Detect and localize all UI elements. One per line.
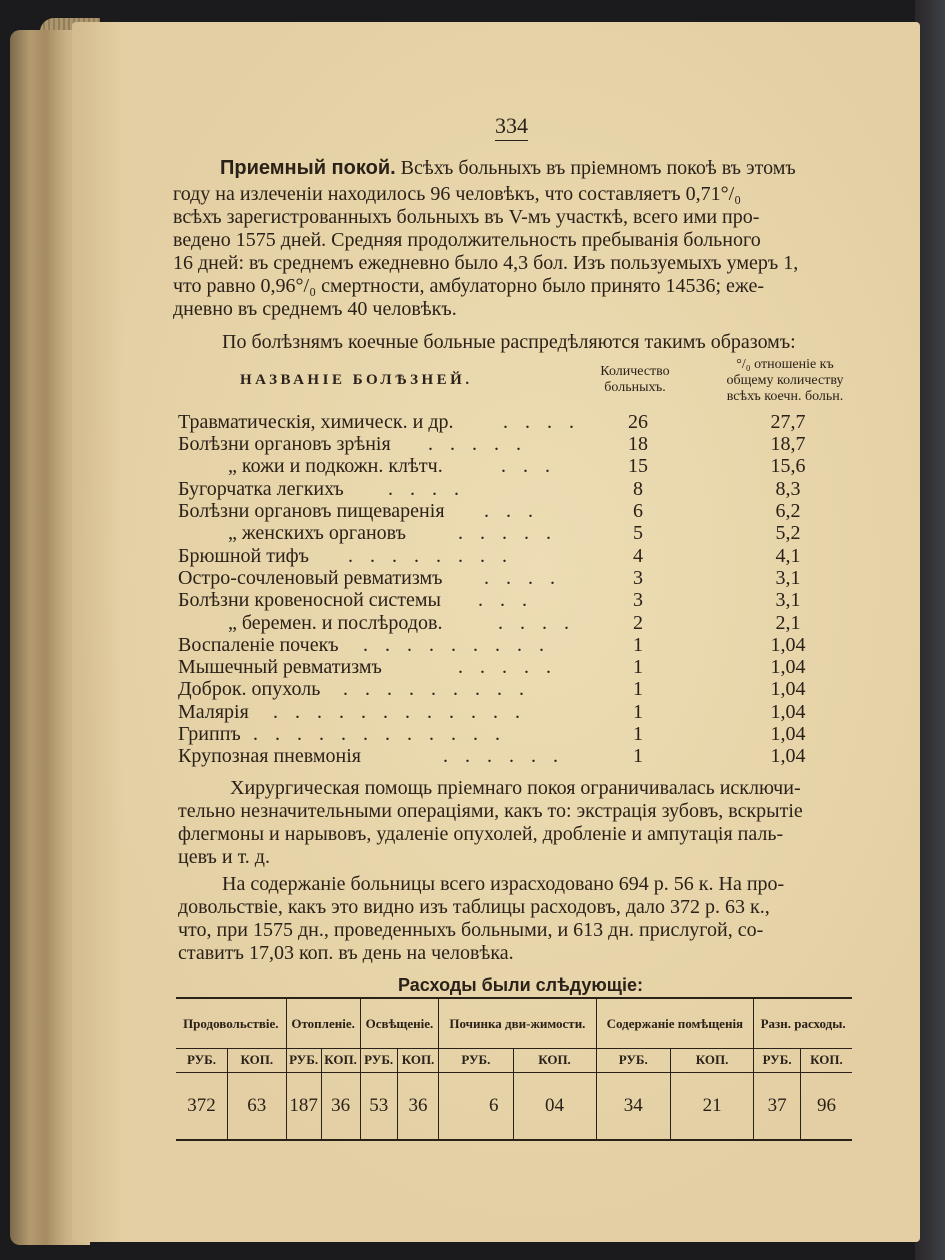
rub-label: РУБ. xyxy=(439,1048,513,1072)
column-header-count: Количество больныхъ. xyxy=(600,364,670,395)
paragraph-1-line-6: что равно 0,96°/₀ смертности, амбулаторно было принято 14536; еже- xyxy=(173,275,764,297)
kop-label: КОП. xyxy=(228,1048,287,1072)
column-header-percent: °/₀ отношеніе къ общему количеству всѣхъ коечн. больн. xyxy=(726,357,844,404)
table-row: Травматическія, химическ. и др. . . . . 26 27,7 xyxy=(178,411,806,433)
expense-rub-value: 187 xyxy=(286,1072,321,1140)
table-row: „ кожи и подкожн. клѣтч. . . . 15 15,6 xyxy=(228,455,806,477)
paragraph-1-line-1: Приемный покой. Всѣхъ больныхъ въ пріемномъ покоѣ въ этомъ xyxy=(220,157,796,179)
kop-label: КОП. xyxy=(513,1048,596,1072)
paragraph-2-line-3: флегмоны и нарывовъ, удаленіе опухолей, дробленіе и ампутація паль- xyxy=(178,823,784,845)
column-header-disease: НАЗВАНІЕ БОЛѢЗНЕЙ. xyxy=(240,372,473,388)
rub-label: РУБ. xyxy=(754,1048,801,1072)
expense-rub-value: 372 xyxy=(176,1072,228,1140)
paragraph-3-line-1: На содержаніе больницы всего израсходовано 694 р. 56 к. На про- xyxy=(222,873,785,895)
rub-label: РУБ. xyxy=(360,1048,397,1072)
page-number: 334 xyxy=(495,113,528,141)
paragraph-3-line-2: довольствіе, какъ это видно изъ таблицы расходовъ, дало 372 р. 63 к., xyxy=(178,896,770,918)
rub-label: РУБ. xyxy=(176,1048,228,1072)
kop-label: КОП. xyxy=(800,1048,852,1072)
rub-label: РУБ. xyxy=(286,1048,321,1072)
expense-kop-value: 04 xyxy=(513,1072,596,1140)
paragraph-1-line-3: всѣхъ зарегистрованныхъ больныхъ въ V-мъ участкѣ, всего ими про- xyxy=(173,206,760,228)
paragraph-1-line-2: году на излеченіи находилось 96 человѣкъ, что составляетъ 0,71°/₀ xyxy=(173,183,742,205)
paragraph-2-line-1: Хирургическая помощь пріемнаго покоя ограничивалась исключи- xyxy=(230,777,801,799)
expense-kop-value: 21 xyxy=(670,1072,753,1140)
table-row: Болѣзни органовъ пищеваренія . . . 6 6,2 xyxy=(178,500,801,522)
expense-header: Разн. расходы. xyxy=(754,998,852,1048)
expenses-table xyxy=(176,997,852,1141)
table-row: Остро-сочленовый ревматизмъ . . . . 3 3,1 xyxy=(178,567,801,589)
intro-line: По болѣзнямъ коечные больные распредѣляются такимъ образомъ: xyxy=(222,331,796,353)
paragraph-2-line-2: тельно незначительными операціями, какъ то: экстрація зубовъ, вскрытіе xyxy=(178,800,803,822)
expense-kop-value: 96 xyxy=(800,1072,852,1140)
table-row: Малярія . . . . . . . . . . . . 1 1,04 xyxy=(178,701,806,723)
table-row: Гриппъ . . . . . . . . . . . . 1 1,04 xyxy=(178,723,806,745)
expense-rub-value: 6 xyxy=(439,1072,513,1140)
expense-header: Продовольствіе. xyxy=(176,998,286,1048)
table-row: Доброк. опухоль . . . . . . . . . 1 1,04 xyxy=(178,678,806,700)
expense-rub-value: 34 xyxy=(596,1072,670,1140)
paragraph-3-line-4: ставитъ 17,03 коп. въ день на человѣка. xyxy=(178,942,514,964)
paragraph-3-line-3: что, при 1575 дн., проведенныхъ больными, и 613 дн. прислугой, со- xyxy=(178,919,764,941)
table-row: Брюшной тифъ . . . . . . . . 4 4,1 xyxy=(178,545,801,567)
table-row: Болѣзни кровеносной системы . . . 3 3,1 xyxy=(178,589,801,611)
table-row: Болѣзни органовъ зрѣнія . . . . . 18 18,7 xyxy=(178,433,806,455)
paragraph-1-line-7: дневно въ среднемъ 40 человѣкъ. xyxy=(173,298,457,320)
expense-header: Освѣщеніе. xyxy=(360,998,439,1048)
table-row: Воспаленіе почекъ . . . . . . . . . 1 1,04 xyxy=(178,634,806,656)
expense-header: Отопленіе. xyxy=(286,998,360,1048)
table-row: „ беремен. и послѣродов. . . . . 2 2,1 xyxy=(228,612,801,634)
paragraph-2-line-4: цевъ и т. д. xyxy=(178,846,270,868)
kop-label: КОП. xyxy=(670,1048,753,1072)
expense-header: Починка дви-жимости. xyxy=(439,998,596,1048)
expense-rub-value: 53 xyxy=(360,1072,397,1140)
expense-kop-value: 36 xyxy=(321,1072,360,1140)
table-row: „ женскихъ органовъ . . . . . 5 5,2 xyxy=(228,522,801,544)
expense-kop-value: 63 xyxy=(228,1072,287,1140)
table-row: Бугорчатка легкихъ . . . . 8 8,3 xyxy=(178,478,801,500)
table-row: Крупозная пневмонія . . . . . . 1 1,04 xyxy=(178,745,806,767)
kop-label: КОП. xyxy=(397,1048,439,1072)
section-heading: Приемный покой. xyxy=(220,157,396,179)
expense-kop-value: 36 xyxy=(397,1072,439,1140)
rub-label: РУБ. xyxy=(596,1048,670,1072)
paragraph-1-line-4: ведено 1575 дней. Средняя продолжительность пребыванія больного xyxy=(173,229,761,251)
expense-header: Содержаніе помѣщенія xyxy=(596,998,754,1048)
expense-rub-value: 37 xyxy=(754,1072,801,1140)
kop-label: КОП. xyxy=(321,1048,360,1072)
expenses-caption: Расходы были слѣдующіе: xyxy=(398,975,643,995)
paragraph-1-line-5: 16 дней: въ среднемъ ежедневно было 4,3 бол. Изъ пользуемыхъ умеръ 1, xyxy=(173,252,799,274)
table-row: Мышечный ревматизмъ . . . . . 1 1,04 xyxy=(178,656,806,678)
